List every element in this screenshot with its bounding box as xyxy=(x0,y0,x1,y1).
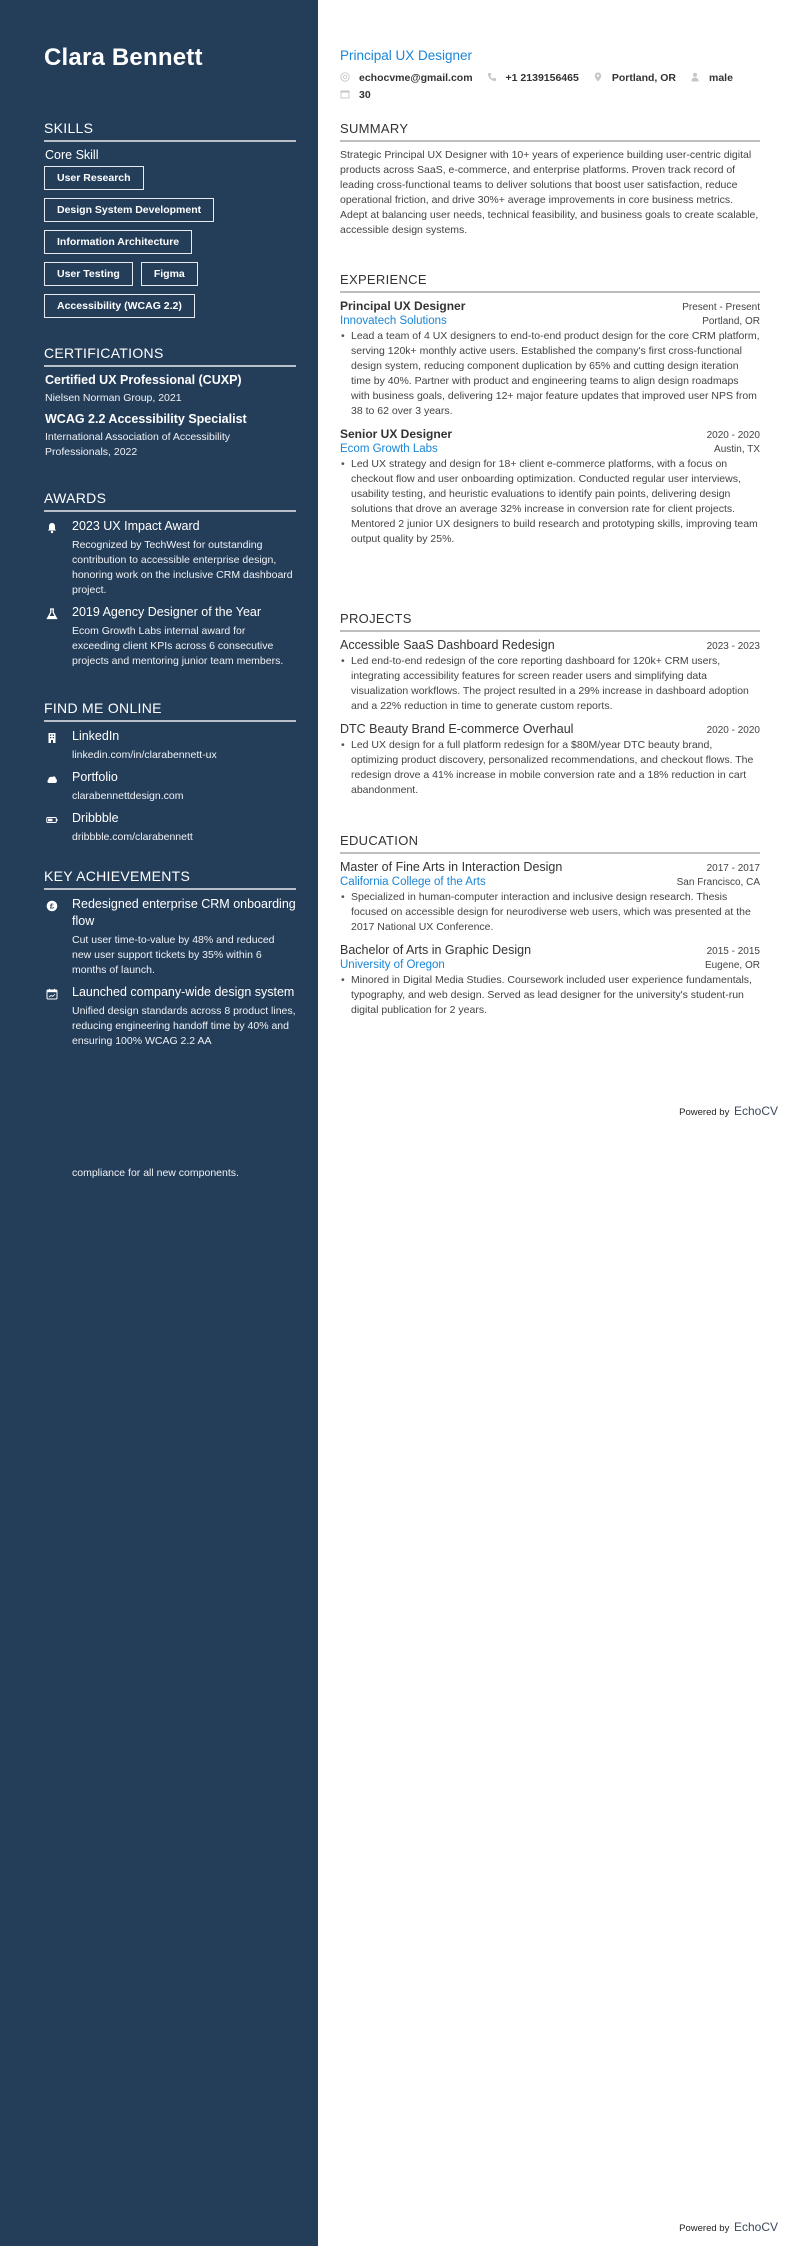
skill-tag: Design System Development xyxy=(44,198,214,222)
experience-section xyxy=(340,272,760,555)
experience-dates: 2020 - 2020 xyxy=(706,430,760,441)
job-title: Principal UX Designer xyxy=(340,48,473,63)
education-section xyxy=(340,833,760,1026)
contact-location-value: Portland, OR xyxy=(611,72,676,84)
online-link-url[interactable]: dribbble.com/clarabennett xyxy=(72,831,193,843)
award-title: 2023 UX Impact Award xyxy=(72,519,200,533)
experience-company: Innovatech Solutions xyxy=(340,315,447,327)
section-title-education: EDUCATION xyxy=(340,833,760,854)
contact-email-value[interactable]: echocvme@gmail.com xyxy=(359,72,473,84)
achievement-title: Redesigned enterprise CRM onboarding flow xyxy=(72,897,296,928)
contact-age xyxy=(340,89,371,101)
powered-by-footer xyxy=(679,1104,778,1118)
award-description: Recognized by TechWest for outstanding contribution to accessible enterprise design, honoring work on the inclusive CRM dashboard project. xyxy=(72,539,293,596)
online-link-item[interactable] xyxy=(44,810,296,845)
location-pin-icon xyxy=(593,72,612,85)
building-icon xyxy=(46,732,72,744)
at-icon xyxy=(340,72,359,85)
svg-text:£: £ xyxy=(49,901,55,911)
section-title-certifications: CERTIFICATIONS xyxy=(44,345,296,367)
skill-group-label: Core Skill xyxy=(45,148,99,162)
contact-location xyxy=(593,72,676,84)
project-bullet: • Led UX design for a full platform redesign for a $80M/year DTC beauty brand, optimizing product discovery, personalized recommendations, and checkout flows. The redesign drove a 41% increase in mobile conversion rate and a 18% reduction in cart abandonment. xyxy=(340,738,760,798)
summary-text: Strategic Principal UX Designer with 10+ years of experience building user-centric digital products across SaaS, e-commerce, and enterprise platforms. Proven track record of leading cross-functional teams to deliver solutions that boost user satisfaction, reduce operational friction, and drive 30%+ average improvements in core business metrics. Adept at balancing user needs, technical feasibility, and business goals to create scalable, accessible design systems. xyxy=(340,149,759,236)
certification-item xyxy=(44,373,296,406)
projects-section xyxy=(340,611,760,806)
project-name: Accessible SaaS Dashboard Redesign xyxy=(340,638,555,652)
project-entry xyxy=(340,638,760,714)
education-dates: 2015 - 2015 xyxy=(706,946,760,957)
contact-info xyxy=(340,72,780,101)
flask-icon xyxy=(46,608,72,620)
certification-name: WCAG 2.2 Accessibility Specialist xyxy=(45,412,247,426)
project-entry xyxy=(340,722,760,798)
section-title-achievements: KEY ACHIEVEMENTS xyxy=(44,868,296,890)
section-title-summary: SUMMARY xyxy=(340,121,760,142)
achievement-description: Cut user time-to-value by 48% and reduced new user support tickets by 35% within 6 months of launch. xyxy=(72,934,275,976)
skills-section xyxy=(44,120,296,318)
experience-bullet: • Lead a team of 4 UX designers to end-to-end product design for the core CRM platform, serving 120k+ monthly active users. Established the company's first cross-functional design system, reducing component duplication by 65% and cutting design iteration time by 40%. Partner with product and engineering teams to align design roadmaps with business goals, delivering 12+ major feature updates that improved user NPS from 38 to 62 over 3 years. xyxy=(340,329,760,419)
education-entry xyxy=(340,860,760,935)
cloud-icon xyxy=(46,773,72,785)
project-dates: 2020 - 2020 xyxy=(706,725,760,736)
online-link-url[interactable]: clarabennettdesign.com xyxy=(72,790,184,802)
contact-phone-value[interactable]: +1 2139156465 xyxy=(505,72,579,84)
online-link-item[interactable] xyxy=(44,769,296,804)
summary-section xyxy=(340,121,760,238)
skill-tag: Information Architecture xyxy=(44,230,192,254)
education-bullet: • Minored in Digital Media Studies. Coursework included user experience fundamentals, typography, and web design. Served as lead designer for the university's student-run digital publication for 2 years. xyxy=(340,973,760,1018)
experience-role: Principal UX Designer xyxy=(340,299,466,313)
section-title-skills: SKILLS xyxy=(44,120,296,142)
online-link-title: Portfolio xyxy=(72,770,118,784)
section-title-awards: AWARDS xyxy=(44,490,296,512)
skill-tags xyxy=(44,166,296,318)
online-section xyxy=(44,700,296,851)
education-school: University of Oregon xyxy=(340,959,445,971)
sidebar xyxy=(0,0,318,2246)
bell-icon xyxy=(46,522,72,534)
powered-by-footer-page2 xyxy=(679,2220,778,2234)
education-location: Eugene, OR xyxy=(704,960,760,971)
contact-gender-value: male xyxy=(709,72,733,84)
section-title-online: FIND ME ONLINE xyxy=(44,700,296,722)
experience-entry xyxy=(340,427,760,547)
education-dates: 2017 - 2017 xyxy=(706,863,760,874)
section-title-experience: EXPERIENCE xyxy=(340,272,760,293)
pound-coin-icon xyxy=(46,900,72,912)
experience-location: Portland, OR xyxy=(702,316,760,327)
achievement-description: Unified design standards across 8 product lines, reducing engineering handoff time by 40% and ensuring 100% WCAG 2.2 AA xyxy=(72,1005,296,1047)
education-degree: Master of Fine Arts in Interaction Design xyxy=(340,860,563,874)
experience-bullet: • Led UX strategy and design for 18+ client e-commerce platforms, with a focus on checkout flow and user onboarding optimization. Conducted regular user interviews, usability testing, and heuristic evaluations to identify pain points, delivering design solutions that drove an average 32% increase in conversion rate for client projects. Mentored 2 junior UX designers to build research and prototyping skills, improving team output quality by 25%. xyxy=(340,457,760,547)
online-link-item[interactable] xyxy=(44,728,296,763)
education-entry xyxy=(340,943,760,1018)
achievement-description-continued: compliance for all new components. xyxy=(72,1167,239,1179)
person-icon xyxy=(690,72,709,85)
online-link-title: LinkedIn xyxy=(72,729,120,743)
candidate-name: Clara Bennett xyxy=(44,44,203,71)
certification-org: International Association of Accessibility Professionals, 2022 xyxy=(45,431,231,458)
certification-item xyxy=(44,412,296,460)
phone-icon xyxy=(487,72,506,85)
main-content xyxy=(318,0,794,2246)
calendar-chart-icon xyxy=(46,988,72,1000)
award-description: Ecom Growth Labs internal award for exceeding client KPIs across 6 consecutive projects and mentoring junior team members. xyxy=(72,625,284,667)
skill-tag: Accessibility (WCAG 2.2) xyxy=(44,294,195,318)
certification-org: Nielsen Norman Group, 2021 xyxy=(45,392,182,404)
education-degree: Bachelor of Arts in Graphic Design xyxy=(340,943,532,957)
achievement-item xyxy=(44,896,296,978)
contact-email[interactable] xyxy=(340,72,473,84)
contact-age-value: 30 xyxy=(359,89,371,101)
achievement-item xyxy=(44,984,296,1049)
project-name: DTC Beauty Brand E-commerce Overhaul xyxy=(340,722,574,736)
brand-link[interactable]: EchoCV xyxy=(733,1104,778,1118)
project-bullet: • Led end-to-end redesign of the core reporting dashboard for 120k+ CRM users, integrating accessibility features for screen reader users and simplifying data visualization workflows. The project resulted in a 29% increase in dashboard adoption and a 22% reduction in time to generate custom reports. xyxy=(340,654,760,714)
experience-entry xyxy=(340,299,760,419)
certifications-section xyxy=(44,345,296,466)
education-school: California College of the Arts xyxy=(340,876,486,888)
project-dates: 2023 - 2023 xyxy=(706,641,760,652)
experience-dates: Present - Present xyxy=(682,302,760,313)
battery-icon xyxy=(46,814,72,826)
online-link-url[interactable]: linkedin.com/in/clarabennett-ux xyxy=(72,749,217,761)
brand-link[interactable]: EchoCV xyxy=(733,2220,778,2234)
award-item xyxy=(44,518,296,598)
online-link-title: Dribbble xyxy=(72,811,119,825)
experience-location: Austin, TX xyxy=(714,444,760,455)
skill-tag: User Research xyxy=(44,166,144,190)
education-bullet: • Specialized in human-computer interaction and inclusive design research. Thesis focused on accessible design for neurodiverse web users, which was presented at the 2017 National UX Conference. xyxy=(340,890,760,935)
achievement-title: Launched company-wide design system xyxy=(72,985,295,999)
section-title-projects: PROJECTS xyxy=(340,611,760,632)
award-item xyxy=(44,604,296,669)
calendar-icon xyxy=(340,89,359,102)
awards-section xyxy=(44,490,296,675)
experience-role: Senior UX Designer xyxy=(340,427,453,441)
award-title: 2019 Agency Designer of the Year xyxy=(72,605,262,619)
skill-tag: User Testing xyxy=(44,262,133,286)
certification-name: Certified UX Professional (CUXP) xyxy=(45,373,242,387)
contact-phone[interactable] xyxy=(487,72,579,84)
powered-by-label: Powered by xyxy=(679,2223,730,2234)
skill-tag: Figma xyxy=(141,262,198,286)
education-location: San Francisco, CA xyxy=(676,877,760,888)
contact-gender xyxy=(690,72,733,84)
achievements-section xyxy=(44,868,296,1055)
experience-company: Ecom Growth Labs xyxy=(340,443,438,455)
powered-by-label: Powered by xyxy=(679,1107,730,1118)
